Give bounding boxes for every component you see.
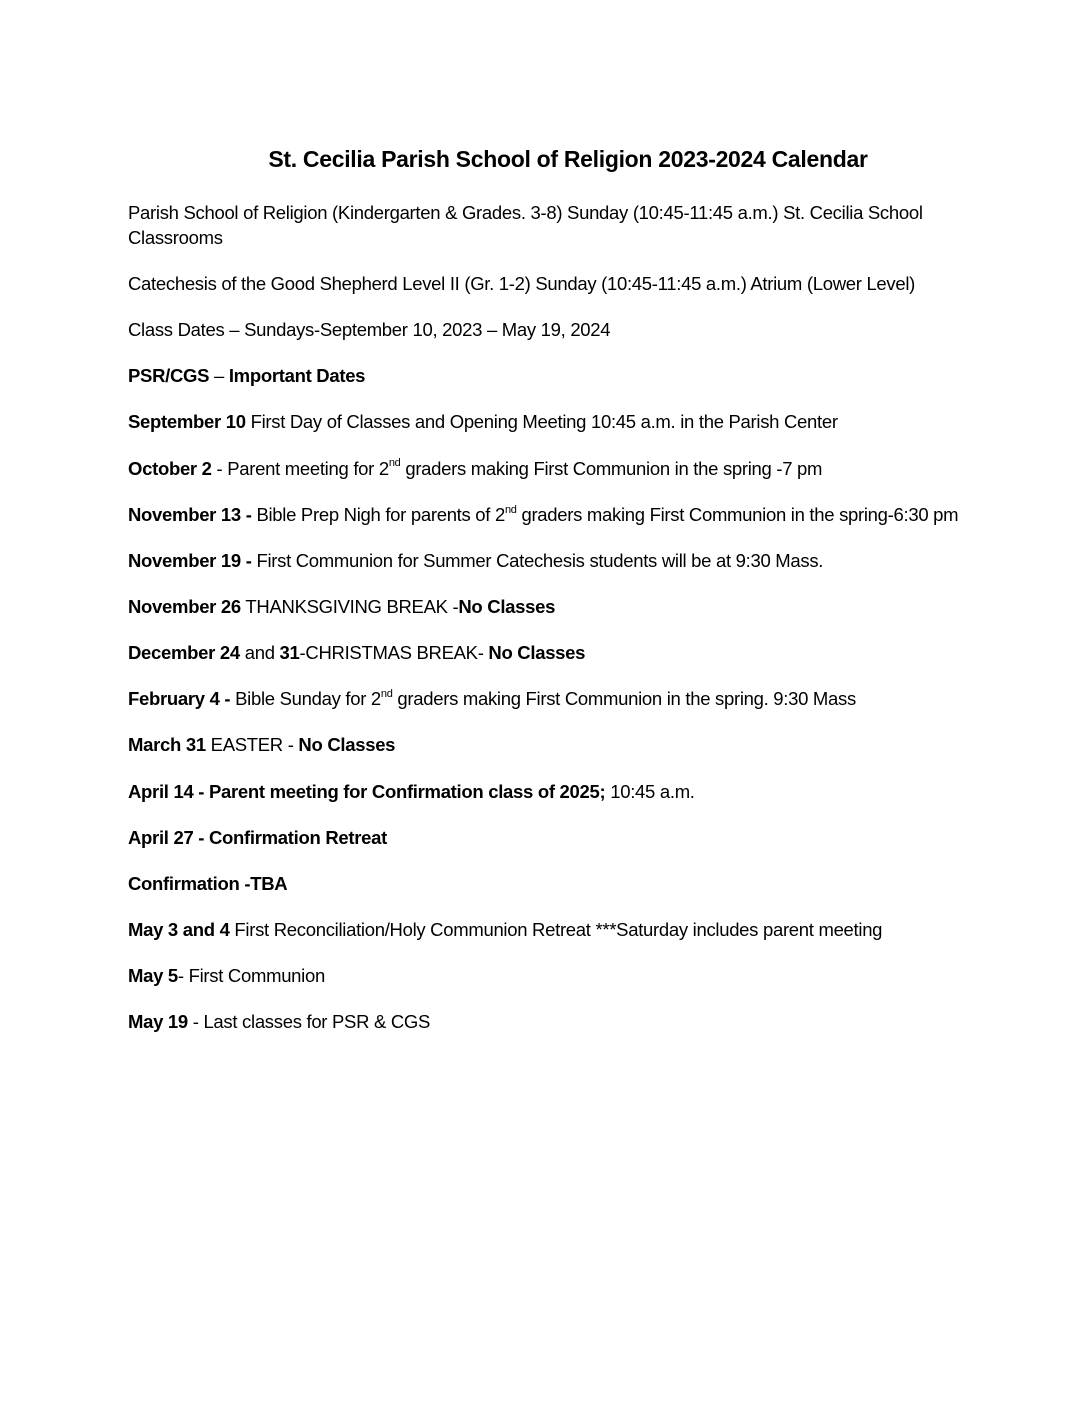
heading-important-dates: Important Dates <box>228 365 366 387</box>
entry-date: April 14 - Parent meeting for Confirmation class of 2025; <box>128 780 606 802</box>
entry-text: Bible Prep Nigh for parents of 2 <box>251 503 505 525</box>
entry-date: April 27 - Confirmation Retreat <box>128 826 387 848</box>
entry-sep10 <box>128 409 1008 434</box>
entry-date-2: 31 <box>279 642 300 664</box>
entry-text: First Reconciliation/Holy Communion Retreat ***Saturday includes parent meeting <box>229 919 883 941</box>
entry-date: November 19 - <box>128 549 252 571</box>
entry-text: First Communion for Summer Catechesis students will be at 9:30 Mass. <box>251 549 824 571</box>
psr-info: Parish School of Religion (Kindergarten & Grades. 3-8) Sunday (10:45-11:45 a.m.) St. Cecilia School Classrooms <box>128 201 923 248</box>
entry-nov13 <box>128 502 1008 527</box>
entry-text: - First Communion <box>177 965 325 987</box>
entry-text: graders making First Communion in the spring. 9:30 Mass <box>392 688 856 710</box>
entry-date: February 4 - <box>128 688 231 710</box>
no-classes-label: No Classes <box>458 596 556 617</box>
entry-date: Confirmation -TBA <box>128 872 288 894</box>
entry-mar31 <box>128 732 1008 757</box>
entry-date: October 2 <box>128 457 212 479</box>
entry-date: March 31 <box>128 734 206 756</box>
entry-text: EASTER - <box>205 734 299 756</box>
entry-confirmation <box>128 871 1008 896</box>
entry-text: THANKSGIVING BREAK - <box>240 596 459 617</box>
entry-date: September 10 <box>128 411 246 433</box>
ordinal-suffix: nd <box>388 457 401 470</box>
entry-text: Bible Sunday for 2 <box>230 688 381 710</box>
entry-date: May 5 <box>128 965 178 987</box>
entry-date: May 19 <box>128 1011 188 1033</box>
entry-oct2 <box>128 456 1008 481</box>
entry-text: First Day of Classes and Opening Meeting 10:45 a.m. in the Parish Center <box>245 411 838 433</box>
entry-text: - Parent meeting for 2 <box>211 457 389 479</box>
entry-text: 10:45 a.m. <box>605 780 695 802</box>
entry-text: -CHRISTMAS BREAK- <box>299 642 489 664</box>
entry-text: - Last classes for PSR & CGS <box>187 1011 431 1033</box>
important-dates-heading <box>128 363 1008 388</box>
cgs-info: Catechesis of the Good Shepherd Level II (Gr. 1-2) Sunday (10:45-11:45 a.m.) Atrium (Lower Level) <box>128 272 916 294</box>
entry-text: and <box>239 642 280 664</box>
entry-may5 <box>128 963 1008 988</box>
ordinal-suffix: nd <box>380 688 393 701</box>
entry-date: May 3 and 4 <box>128 919 230 941</box>
entry-text: graders making First Communion in the spring-6:30 pm <box>516 503 959 525</box>
entry-nov19 <box>128 548 1008 573</box>
entry-text: graders making First Communion in the spring -7 pm <box>400 457 823 479</box>
entry-dec24 <box>128 640 1008 665</box>
entry-date: November 13 - <box>128 503 252 525</box>
entry-may3 <box>128 917 1008 942</box>
heading-dash: – <box>209 365 229 387</box>
entry-nov26 <box>128 594 1008 619</box>
entry-date: December 24 <box>128 642 240 664</box>
entry-may19 <box>128 1009 1008 1034</box>
heading-psr-cgs: PSR/CGS <box>128 365 210 387</box>
entry-apr27 <box>128 825 1008 850</box>
no-classes-label: No Classes <box>488 642 586 664</box>
entry-feb4 <box>128 686 1008 711</box>
page-title: St. Cecilia Parish School of Religion 2023-2024 Calendar <box>268 146 868 172</box>
no-classes-label: No Classes <box>298 734 396 756</box>
entry-date: November 26 <box>128 596 241 617</box>
ordinal-suffix: nd <box>504 503 517 516</box>
class-dates: Class Dates – Sundays-September 10, 2023 – May 19, 2024 <box>128 319 611 341</box>
document-page <box>128 146 1008 1056</box>
entry-apr14 <box>128 779 1008 804</box>
